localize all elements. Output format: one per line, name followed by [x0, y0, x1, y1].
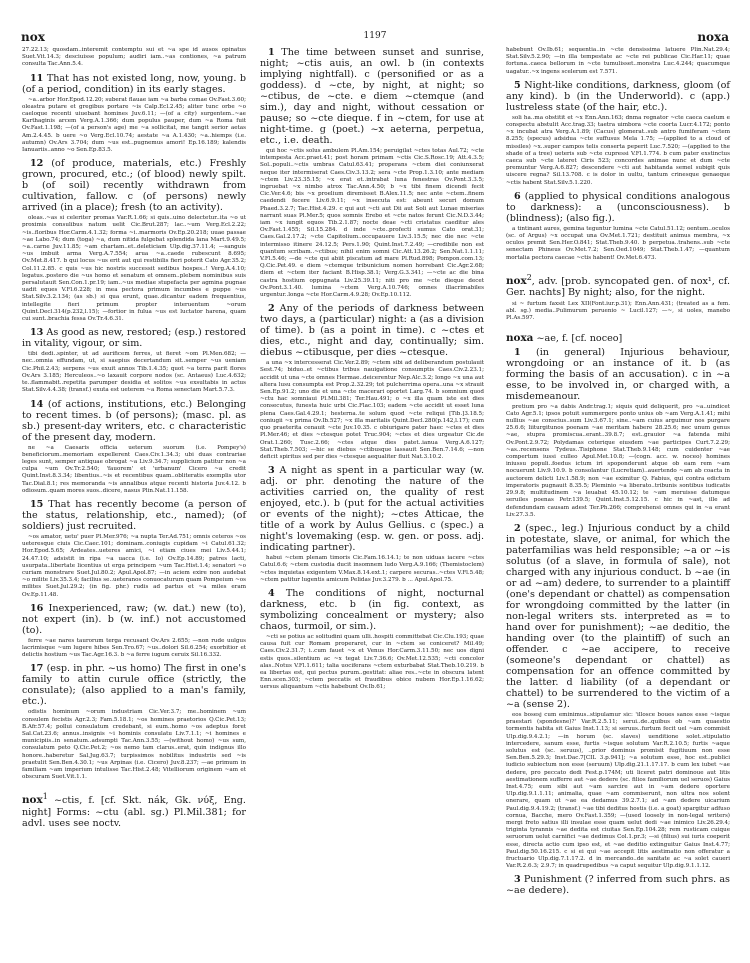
- sense-definition: (of produce, materials, etc.) Freshly grown, procured, etc.; (of blood) newly spilt. b (of soil) recently withdrawn from cultivation, fallow. c (of persons) newly arrived (in a place); fresh (to an activity).: [22, 158, 246, 214]
- sense-number: 1: [514, 346, 521, 358]
- sense-number: 2: [514, 522, 521, 534]
- sense-2: [260, 303, 484, 461]
- sense-definition: The conditions of night, nocturnal darkness, etc. b (in fig. context, as symbolizing concealment or mystery; also chaos, turmoil, or sim.).: [260, 587, 484, 632]
- sense-number: 2: [268, 303, 275, 315]
- entry-lemma: noxa: [506, 331, 534, 344]
- noxa-sense-3: [506, 874, 730, 896]
- citations: ~os amator, uetu' puer Pl.Mer.976; ~a nupta Ter.Ad.751; omnis ceteros ~os ueteresque ciuis Cic.Caec.101; dominam..coniugis cupidam ~i Catul.61.32; Hor.Epod.5.65; Ardeates..ueteres amici, ~i etiam ciues mei Liv.5.44.1; 24.47.10; adsistit in ripa ~a uacca (i.e. Io) Ov.Ep.14.89; patres lacti, usurpata..libertate licentius ut erga principem ~um Tac.Hist.1.4; senatori ~o curiam monstrare Suet.Jul.80.2; Apul.Apol.87; —in aciem exire non audebat ~o milite Liv.35.3.4; facilius se..ueteranos conuocaturum quam Pompeium ~os milites Suet.Jul.29.2; (in fig. phr.) rudis ad partus et ~a miles eram Ov.Ep.11.48.: [22, 533, 246, 598]
- citations: oleas..~as si celeriter promas Var.R.1.66; si quis..uino delectetur..ita ~o ut proximis consulibus natum uelit Cic.Brut.287; lac..~um Verg.Ecl.2.22; ~is..floribus Hor.Carm.4.1.32; forma ~i..marmoris Ov.Ep.20.218; uuae passae ~ae Labo.74; dum (toga) ~a, dum nitida fulgebat splendida lana Mart.9.49.5; ~a..carne Juv.11.85; ~am chartam..et..deleticiam Ulp.dig.37.11.4; —sanguis ~us imbuit arma Verg.A.7.554; arua ~a..caede rubescunt 8.695; Ov.Met.8.417. b qui locus ~us erit aut qui restibilis fieri poterit Cato Agr.35.2; Col.11.2.85. c quis ~us hic nostris successit sedibus hospes..! Verg.A.4.10; legatus..postero die ~us homo et senatum et omnem..plebem nominibus suis persalutauit Sen.Con.1.pr.19; iam..~us mediae stupefacta per agmina pugnae uadit eques V.Fl.6.228; in mea pectora primum incumbes e puppe ~us Stat.Silv.3.2.134; (as sb.) si qua erunt, quae..dicantur eadem frequentius, intellegite fieri primum propter interuentum ~orum Quint.Decl.314(p.232,l.15); —fortior in fulua ~us est luctator harena, quam cui sunt..brachia fessa Ov.Tr.4.6.31.: [22, 215, 246, 323]
- page-header: [21, 30, 729, 44]
- sense-11: [22, 73, 246, 155]
- citations: si ~ furtum faxsit Lex XII(Font.iur.p.31); Enn.Ann.431; (treated as a fem. abl. sg.) media..Pulimurum peruenio ~ Lucil.127; —~, si uoles, manebo Pl.As.597.: [506, 301, 730, 322]
- citations: qui hoc ~ctis solus ambulem Pl.Am.154; peruigilat ~ctes totas Aul.72; ~cte intempesta Acc.praet.41; post horam primam ~ctis Cic.S.Rosc.19; Att.4.3.5; Sol..populi..~ctis umbras Catul.63.41; properans ~ctem diei coniunxerat neque iter intermiserat Caes.Civ.3.13.2; sera ~cte Prop.1.3.10; ante mediam ~ctem Liv.23.35.15; ~x erat et..intrabat luna fenestras Ov.Pont.3.3.5; ingruebat ~x nimbo atrox Tac.Ann.4.50; b ~x tibi finem dicendi fecit Cic.Ver.4.6; bis ~x proelium diremisset B.Alex.11.5; nec ante ~ctem..finem caedendi fecere Liv.6.9.11; ~x insecuta est: abeunt securi domum Phaed.3.2.7; Tac.Hist.4.29. c qui aut ~cti aut Dii aut Soli aut Lunae miserias narrant suas Pl.Mer.5; quos somnis Erebo et ~cte natos ferunt Cic.N.D.3.44; iam ~x iungit equos Tib.2.1.87; nocte deae ~cti cristatus caeditur ales Ov.Fast.1.455; Sil.15.284. d inde ~cte..profecti sumus Cato orat.31; Caes.Gal.2.17.2; ~cte Capitolium..occupauere Liv.3.15.5; nec die nec ~cte intermisso itinere 24.12.5; Pers.1.90; Quint.Inst.7.2.49; —credibile non est quantum scribam..~ctibus; nihil enim somni Cic.Att.13.26.2; Sen.Nat.1.1.11; V.Fl.5.46; —de ~cte qui abiit piscatum ad mare Pl.Rud.898; Pompon.com.13; Q.Cic.Pet.49. e diem ~ctemque tribunicium nomen horrebant Cic.Agr.2.68; diem et ~ctem iter faciant B.Hisp.38.1; Verg.G.3.341; —~cte ac die bina castra hostium oppugnata Liv.25.39.11; niti pro me ~cte dieque decet Ov.Pont.3.1.40. lumina ~ctem Verg.A.10.746; omnes illacrimabiles urgentur..longa ~cte Hor.Carm.4.9.28; Ov.Ep.10.112.: [260, 148, 484, 299]
- sense-12: [22, 158, 246, 323]
- citations: habui ~ctem plenam timoris Cic.Fam.16.14.1; te non uiduas iacere ~ctes Catul.6.6; ~ctem custodia ducit insomnem ludo Verg.A.9.166; (Themistoclem) ~ctes inquietas exigentem V.Max.8.14.ext.1; carpere securas..~ctes V.Fl.5.48; ~ctem patitur lugentis amicum Pelidas Juv.3.279. b ... Apul.Apol.75.: [260, 555, 484, 583]
- sense-number: 3: [514, 874, 521, 886]
- sense-16: [22, 603, 246, 660]
- entry-etymology: ~ctis, f. [cf. Skt. nák, Gk. νύξ, Eng. night] Forms: ~ctu (abl. sg.) Pl.Mil.381; for advl. uses see noctv.: [22, 795, 246, 829]
- right-running-headword: noxa: [697, 30, 729, 44]
- citations: pretium pro ~a dabis Andr.trag.1; siquis quid deliquerit, pro ~a..uindicet Cato Agr.5.1; ipsos potuit summergere ponto unius ob ~am Verg.A.1.41; mihi nullius ~ae conscius..sum Liv.3.67.1; sine..~am cuius arguimur nos purgare 25.6.6; liiturgitunos poenam ~ae meritam habere 28.25.6; nec unum genus ~ae, stupra promiscua..erant..39.8.7; est..grauior ~a fatenda mihi Ov.Pont.2.9.72; Polydamas ceterique eiusdem ~ae participes Curt.7.2.29; ~as..recensens Tydeus..Tisiphone Stat.Theb.9.148; cum cuidenter ~ae compertum iussi culleo Apul.Met.10.8; —(cogn. acc. w. noceo) homines iniussu populi..foedus ictum iri spoponderunt atque ob eam rem ~am nocuerunt Liv.9.10.9. b consolantur (Lucretiam)..auertendo ~am ab coacta in auctorem delicti Liv.1.58.9; non ~ae eximitur Q. Fabius, qui contra edictum imperatoris pugnauit 8.35.5; Pleminio ~a liberato..tribunis sontibus iudicatis 29.9.8; multitudinem ~a leuabat 45.10.12; te ~am meruisse datumque seruiles poenas Petr.139.5; Quint.Inst.5.12.15. c hic in ~ast, ille ad defendundam causam adest Ter.Ph.266; comprehensi omnes qui in ~a erant Liv.27.3.5.: [506, 403, 730, 518]
- sense-definition: Night-like conditions, darkness, gloom (of any kind). b (in the Underworld). c (app.) lustreless state (of the hair, etc.).: [506, 79, 730, 113]
- left-running-headword: nox: [21, 30, 45, 44]
- sense-4: [260, 588, 484, 692]
- sense-number: 1: [268, 47, 275, 58]
- citations: ne ~a Caesaris officia ueterum suorum (i.e. Pompey's) beneficiorum..memoriam expellerent Caes.Civ.1.34.3; ubi duas contrariae leges sunt, semper antiquae obrogat ~a Liv.9.34.7; supplicium patitur non ~a culpa ~um Ov.Tr.2.540; 'fauorem' et 'urbanum' Cicero ~a credit Quint.Inst.8.3.34; libentius..~is et recentibus quam..obliteratis exemplis utor Tac.Dial.8.1; res memoranda ~is annalibus atque recenti historia Juv.4.12. b odiosum..quam mores suos..dicere, nasus Plin.Nat.11.158.: [22, 444, 246, 494]
- sense-definition: That has recently become (a person of the status, relationship, etc., named); (of soldiers) just recruited.: [22, 498, 246, 532]
- sense-definition: The time between sunset and sunrise, night; ~ctis auis, an owl. b (in contexts implying nightfall). c (personified or as a goddess). d ~cte, by night, at night; so ~ctibus, de ~cte. e diem ~ctemque (and sim.), day and night, without cessation or pause; so ~cte dieque. f in ~ctem, for use at night-time. g (poet.) ~x aeterna, perpetua, etc., i.e. death.: [260, 47, 485, 146]
- sense-definition: (spec., leg.) Injurious conduct by a child in potestate, slave, or animal, for which the paterfamilias was held responsible; ~a or ~is solutus (of a slave, in formula of sale), not charged with any injurious conduct. b ~ae (in or ad ~am) dedere, to surrender to a plaintiff (one's dependant or chattel) as compensation for wrongdoing committed by the latter (in non-legal writers sts. interpreted as = to hand over for punishment); ~ae deditio, the handing over (to the plaintiff) of such an offender. c ~ae accipere, to receive (someone's dependant or chattel) as compensation for an offence committed by the latter. d liability (of a dependant or chattel) to be surrendered to the victim of a ~a (sense 2).: [506, 522, 730, 710]
- citations: a tintinant aures, gemina teguntur lumina ~cte Catul.51.12; oentum..oculos (sc. of Argus) ~x occupat una Ov.Met.1.721; destituit animus membra, ~x oculos premit Sen.Her.O.841; Stat.Theb.9.40. b perpetua..trahens..sub ~cte senectam Phineus Ov.Met.7.2; Sen.Oed.1049; Stat.Theb.1.47; —quantum mortalia pectora caecae ~ctis habent! Ov.Met.6.473.: [506, 225, 730, 261]
- sense-15: [22, 499, 246, 599]
- entry-lemma: nox: [506, 275, 527, 288]
- citations: eos bosesj cum eminimus..stipulamur sic: 'illosce boues sanos esse ~isque praestari (spondesne)?' Var.R.2.5.11; serui..de..quibus ob ~am quaestio tormentis habita sit Gaius Inst.1.13; si seruus..furtum fecit uel ~am commisit Ulp.dig.9.4.2.1; —in horum (sc. slaves) uenditione solet..stipulatio intercedere, sanum esse, furtis ~isque solutum Var.R.2.10.5; furtis ~aque solutus est (sc. seruus), ..prior dominus promisit fugitiuum non esse Sen.Ben.5.29.3; Inst.Dac.7[CIL 3.p.941]; ~a solutum esse, hoc est..publici iudicio subiectum non esse (seruum) Ulp.dig.21.1.17.17. b cum lex iubet ~ae dedere, pro peccato dedi Fest.p.174M; uti liceret patri dominoue aut litis aestimationem sufferre aut ~ae dedere (sc. filios familiorum uel seruos) Gaius Inst.4.75; eum sibi aut ~am sarcire aut in ~am dedere oportere Ulp.dig.9.1.1.11; animalia, quae ~am commiserunt, non ultra nos solent onerare, quam ut ~ae ea dedamus 39.2.7.1; ad ~am dedere uicarium Paul.dig.9.4.19.2; (transf.) ~ae tibi deditus hostis (i.e. a goat) spargitur adfuso cornua, Bacche, mero Ov.Fast.1.359; —(used loosely in non-legal writers) mergi freto satius illi insulae esse quam uelut dedi ~ae inimico Liv.26.29.4; triginta tyrannis ~ae dedita est ciuitas Sen.Ep.104.28; rem rusticam cuique seruorum uelut carnifici ~ae dedimus Col.1.pr.3; —si (filius) sui iuris coeperit esse, directa actio cum ipso est, et ~ae deditio extinguitur Gaius Inst.4.77; Paul.dig.50.16.215. c si ei qui ~ae accepit litis aestimatio non offeratur a fructuario Ulp.dig.7.1.17.2. d in mercando..de sanitate ac ~a solet caueri Var.R.2.6.3; 2.9.7; in quadrupedibus ~a caput sequitur Ulp.dig.9.1.1.12.: [506, 711, 730, 870]
- continuation-text: 27.22.13; quosdam..interemit contemptu sui et ~a spe id ausos opinatus Suet.Vit.14.3; desciuisse populum; audiri iam..~as contiones, ~a patrum consulta Tac.Ann.5.4.: [22, 47, 246, 68]
- sense-definition: Any of the periods of darkness between two days, a (particular) night: a (as a division of time). b (as a point in time). c ~ctes et dies, etc., night and day, continually; sim. diebus ~ctibusque, per dies ~ctesque.: [260, 303, 484, 359]
- noxa-sense-2: [506, 523, 730, 870]
- citations: ferre ~ae nares taurorum terga recusant Ov.Ars 2.655; —non rude uulgus lacrimisque ~um lugere hibes Sen.Tro.67; ~us..dolori Sil.6.254; exorbitior et delictis hostium ~us Tac.Agr.16.3. b ~a ferre iugum ceruix Sil.16.332.: [22, 637, 246, 659]
- page-number: 1197: [363, 31, 387, 41]
- column-3: [506, 47, 730, 898]
- citations: tibi dedi..spinter, ut ad aurificem ferres, ut fieret ~om Pl.Men.682; —nec..omnia effundam, ut, si saepius decertandum sit..semper ~us ueniam Cic.Phil.2.43; serpens ~us exuit annos Tib.1.4.35; quot ~a terra parit flores Ov.Ars 3.185; Herculeos..~o laxauit corpore nodos (sc. Antaeus) Luc.4.632; te..flammabit..repetita parumper desidia et solitos ~us exsultabis in actus Stat.Silv.4.4.38; (transf.) exuta est ueterem ~a Roma senectam Mart.5.7.3.: [22, 351, 246, 394]
- sense-number: 14: [30, 398, 44, 410]
- sense-3: [260, 465, 484, 584]
- entry-definition: adv. [prob. syncopated gen. of nox¹, cf. Ger. nachts] By night; also, for the night.: [506, 276, 730, 299]
- entry-nox-2: nox$^2$, adv. [prob. syncopated gen. of nox¹, cf. Ger. nachts] By night; also, for the night. si ~ furtum faxsit Lex XII(Font.iur.p.31); Enn.Ann.431; (treated as a fem. abl. sg.) media..Pulimurum peruenio ~ Lucil.127; —~, si uoles, manebo Pl.As.597.: [506, 272, 730, 322]
- sense-number: 15: [30, 498, 44, 510]
- sense-definition: (esp. in phr. ~us homo) The first in one's family to attin curule office (strictly, the consulate); (also applied to a man's family, etc.).: [22, 663, 246, 708]
- column-2: [260, 47, 484, 694]
- sense-number: 11: [30, 72, 44, 84]
- sense-5: [506, 80, 730, 187]
- citations: soli ha..ma obstitit et ~x Enn.Ann.163; dnma regnator ~cte caeca caelum e conspectu abstulit Acc.trag.33; taetra uimbora ~cte coorta Lucr.4.172; ponto ~x incubat atra Verg.A.1.89; (Cacus) glomerat..sub antro fumiferam ~ctem 8.255; (specus) adsidua ~cte suffusus Mela 1.75; —(applied to a cloud of missiles) ~x..super campos telis conserta peperit Luc.7.520; —(applied to the shade of a tree) ueteris sub ~cte cupressi V.Fl.1.774. b cum pater exstinctus caeca sub ~cte lateret Ciris 523; concordes animae nunc et dum ~cte premuntur Verg.A.6.827; descendere ~cti aut habitanda semel subigit quis uiscere regna? Sil.13.708. c is dolor in uultu, tantum crinesque genaeque ~ctis habent Stat.Silv.5.1.220.: [506, 114, 730, 186]
- citations: a una ~x intercesserat Cic.Ver.2.89; ~ctem sibi ad deliberandum postulauit Sest.74; biduo..et ~ctibus tribus nauigatione consumptis Caes.Civ.2.23.1; accidit ut una ~cte omnes Hermae..deicerentur Nep.Alc.3.2; longo ~x una aut altera lusu consumpta est Prop.2.32.29; tot pulcherrima opera..una ~x strauit Sen.Ep.91.2; uno die et una ~cte macerari oportet Larg.74. b somnium quod ~ctu hac somniaui Pl.Mil.381; Ter.Hau.491; o ~x illa quam iste est dies consecutus, funesta huic urbi Cic.Flac.103; eadem ~cte accidit ut esset luna plena Caes.Gal.4.29.1; hesterna..te solum quod ~cte reliqui [Tib.]3.18.5; coniugii ~x prima Ov.Ib.527; ~x illa maritalis Quint.Decl.280(p.142,l.17); cum quo praeterita cenauit ~cte Juv.10.35. c obiurigare pater haec ~ctes et dies Pl.Mer.46; et dies ~ctesque potet Truc.904; ~ctes et dies urgeatur Cic.de Orat.1.260; Tusc.2.66; ~ctes atque dies patet..ianua Verg.A.6.127; Stat.Theb.7.503; —hic se diebus ~ctibusque lassauit Sen.Ben.7.14.6; —non deficit spiritus sed per dies ~ctesque aequaliter fluit Nat.3.10.2.: [260, 360, 484, 460]
- homograph-number: 2: [526, 272, 532, 282]
- sense-number: 5: [514, 79, 521, 91]
- citations: ~cti se potius ac solitudini quam ulli..hospiti committebat Cic.Clu.193; quae causa fuit cur Romam properaret, cur in ~ctem se coniceret? Mil.49; Caes.Civ.2.31.7; i..cum fauet ~x et Venus Hor.Carm.3.11.50; nec uos digni estis quos..silentium ac ~x tegat Liv.7.36.6; Ov.Met.12.535; ~cti concolor alas..Notus V.Fl.1.611; talia uociferans ~ctem exturbabat Stat.Theb.10.219. b ea libertas est, qui pectus purum..gestitat: aliae res..~cte in obscura latent Enn.scen.303; ~ctem peccatis et fraudibus obice nubem Hor.Ep.1.16.62; uersus aliquantum ~ctis habebunt Ov.Ib.61;: [260, 633, 484, 691]
- sense-number: 12: [30, 158, 44, 170]
- sense-definition: (applied to physical conditions analogous to darkness): a (unconsciousness). b (blindness); (also fig.).: [506, 190, 730, 224]
- citations: ~a..arbor Hor.Epod.12.20; suberat flauae iam ~a barba comae Ov.Fast.3.60; oleastra putare et gregibus portare ~is Calp.Ecl.2.45; aliter tunc orbe ~o caeloque recenti uiuebant homines Juv.6.11; —(of a city) surgentem..~ae Karthaginis arcem Verg.A.1.366; dum populus pauper, dum ~a Roma fuit Ov.Fast.1.198; —(of a person's age) me ~a sollicitat, me tangit serior aetas Am.2.4.45. b uere ~o Verg.Ecl.10.74; aestate ~a A.1.430; ~a..hiemps (i.e. autumn) Ov.Ars 3.704; dum ~us est..pugnemus amori! Ep.16.189; kalendis Ianuariis..anno ~o Sen.Ep.83.5.: [22, 96, 246, 154]
- sense-17: [22, 663, 246, 781]
- sense-number: 4: [268, 587, 275, 599]
- sense-number: 17: [30, 663, 44, 675]
- sense-number: 3: [268, 465, 275, 477]
- continuation-text: habebunt Ov.Ib.61; sequentia..in ~cte densissima latuere Plin.Nat.29.4; Stat.Silv.5.2.90; —in illa tempestate ac ~cte rei publicae Cic.Har.11; quae fortuna..caeca bellorum in ~cte tumulisset..monstra Luc.4.244; quacumque uagatur..~x ingens scelerum est 7.571.: [506, 47, 730, 75]
- citations: odistis hominum ~orum industriam Cic.Ver.3.7; me..hominem ~um consulem fecistis Agr.2.3; Fam.5.18.1; ~os homines praetorios Q.Cic.Pet.13; B.Afr.57.4; pollui consulatum credebant, si eum..homo ~os adeptus foret Sal.Cat.23.6; annus..insignis ~i hominis consulatu Liv.7.1.1; ~i homines e municipiis..in senatum..adsumpti Tac.Ann.3.55; —(without homo) ~us sum, consulatum peto Q.Cic.Pet.2; ~os nemo tam clarus..erat, quin indignus illo honore..haberetur Sal.Jug.63.7; turpissimos nobilitus industriis sed ~is praetulit Sen.Ben.4.30.1; ~us Arpinas (i.e. Cicero) Juv.8.237; —ae primum in familiam ~am imperium intulisse Tac.Hist.2.48; Vitelliorum originem ~am et obscuram Suet.Vit.1.1.: [22, 709, 246, 781]
- sense-definition: That has not existed long, now, young. b (of a period, condition) in its early stages.: [22, 72, 246, 95]
- entry-etymology: ~ae, f. [cf. noceo]: [536, 332, 623, 344]
- sense-number: 16: [30, 602, 44, 614]
- sense-definition: (in general) Injurious behaviour, wrongdoing or an instance of it. b (as forming the basis of an accusation). c in ~a esse, to be involved in, or charged with, a misdemeanour.: [506, 346, 730, 402]
- sense-6: [506, 191, 730, 262]
- sense-definition: Inexperienced, raw; (w. dat.) new (to), not expert (in). b (w. inf.) not accustomed (to).: [22, 602, 246, 636]
- entry-noxa: [506, 333, 730, 897]
- sense-1: [260, 47, 484, 299]
- sense-number: 13: [30, 327, 44, 339]
- sense-13: [22, 327, 246, 394]
- homograph-number: 1: [42, 792, 48, 802]
- entry-lemma: nox: [22, 794, 43, 807]
- sense-definition: A night as spent in a particular way (w. adj. or phr. denoting the nature of the activities carried on, the quality of rest enjoyed, etc.). b (put for the actual activities or events of the night); ~ctes Atticae, the title of a work by Aulus Gellius. c (spec.) a night's lovemaking (esp. w. gen. or poss. adj. indicating partner).: [260, 465, 484, 554]
- column-1: [22, 47, 246, 832]
- entry-nox-1: [22, 791, 246, 828]
- sense-definition: (of actions, institutions, etc.) Belonging to recent times. b (of persons); (masc. pl. as sb.) present-day writers, etc. c characteristic of the present day, modern.: [22, 398, 246, 443]
- sense-14: [22, 399, 246, 495]
- sense-definition: Punishment (? inferred from such phrs. as ~ae dedere).: [506, 874, 730, 897]
- noxa-sense-1: [506, 347, 730, 519]
- sense-number: 6: [514, 190, 521, 202]
- sense-definition: As good as new, restored; (esp.) restored in vitality, vigour, or sim.: [22, 327, 246, 350]
